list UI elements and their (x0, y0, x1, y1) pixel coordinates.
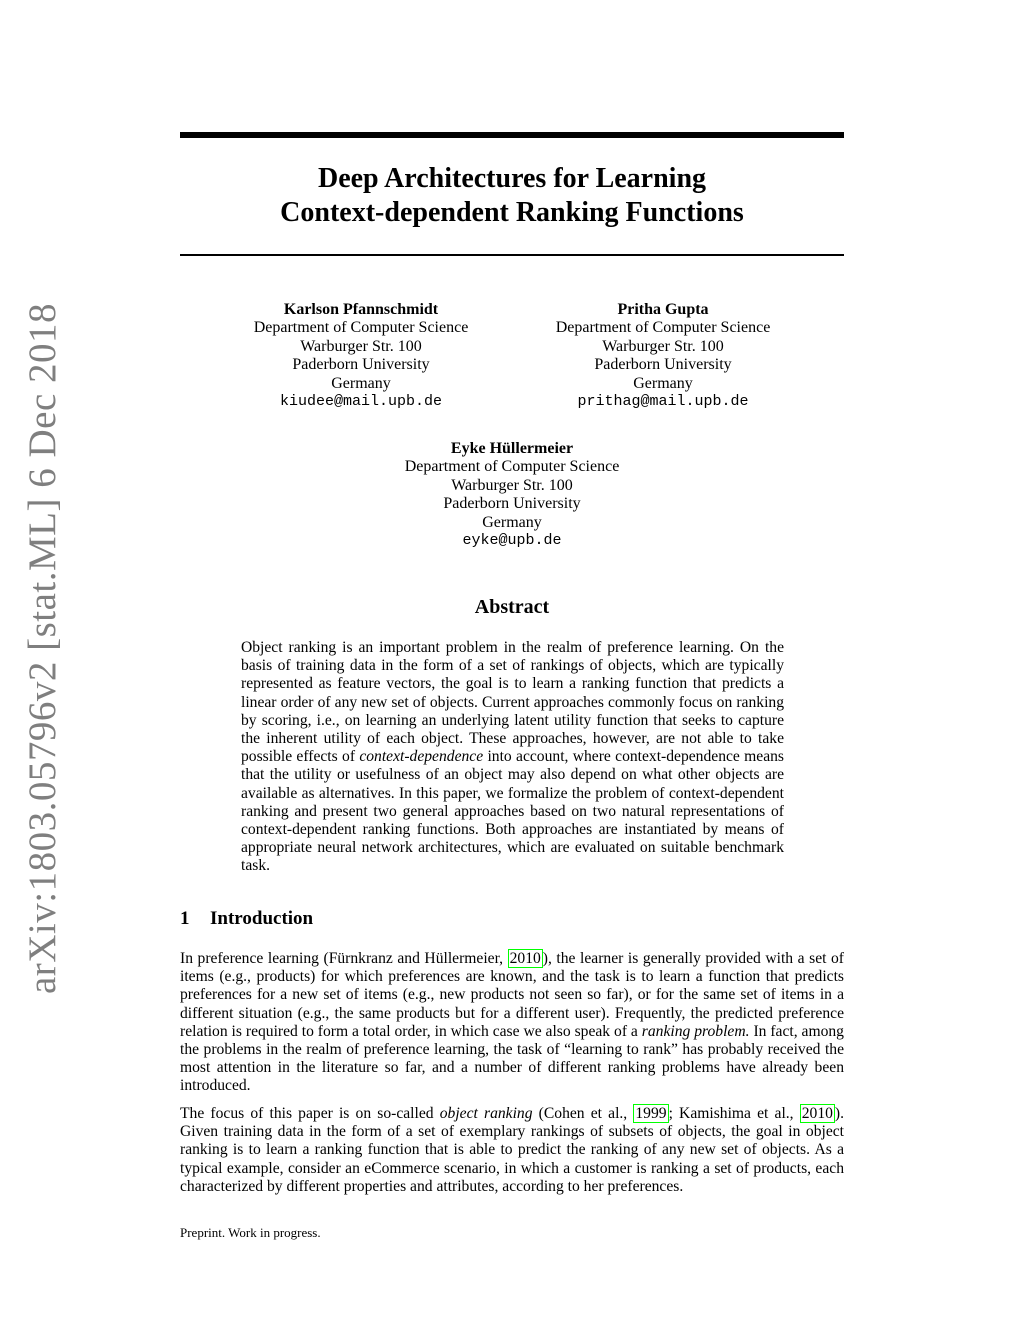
arxiv-identifier-text: arXiv:1803.05796v2 [stat.ML] 6 Dec 2018 (21, 302, 65, 994)
section-number: 1 (180, 908, 190, 929)
author-university: Paderborn University (443, 495, 581, 513)
paragraph-text: The focus of this paper is on so-called (180, 1105, 440, 1122)
citation-link[interactable]: 2010 (509, 950, 541, 967)
author-country: Germany (633, 374, 693, 392)
section-title: Introduction (210, 908, 314, 929)
author-block-2 (513, 301, 813, 411)
paragraph-text: In preference learning (Fürnkranz and Hüllermeier, (180, 950, 508, 967)
author-street: Warburger Str. 100 (602, 337, 724, 355)
citation-link[interactable]: 2010 (801, 1105, 833, 1122)
author-department: Department of Computer Science (253, 319, 469, 337)
author-country: Germany (331, 374, 391, 392)
title-bottom-rule (180, 254, 844, 256)
abstract-emphasis: context-dependence (359, 748, 484, 766)
paper-title-line-1: Deep Architectures for Learning (317, 163, 707, 194)
paragraph-text: ). Given training data in the form of a set of exemplary rankings of subsets of objects, the goal in object ranking is to learn a ranking function that is able to predict the ranking of any new set of objects. As a typical example, consider an eCommerce scenario, in which a customer is ranking a set of products, each characterized by different properties and attributes, according to her preferences. (180, 1105, 845, 1195)
abstract-text-part-2: into account, where context-dependence means that the utility or usefulness of an object may also depend on what other objects are available as alternatives. In this paper, we formalize the problem of context-dependent ranking and present two general approaches based on two natural representations of context-dependent ranking functions. Both approaches are instantiated by means of appropriate neural network architectures, which are evaluated on suitable benchmark task. (241, 748, 784, 875)
paragraph-text: In fact, among the problems in the realm of preference learning, the task of “learning to rank” has probably received the most attention in the literature so far, and a number of different ranking problems have already been introduced. (180, 1022, 844, 1095)
paper-title-line-2: Context-dependent Ranking Functions (280, 197, 744, 228)
author-name: Karlson Pfannschmidt (283, 301, 439, 318)
arxiv-identifier-stamp (14, 302, 72, 994)
paragraph-text: ; Kamishima et al., (668, 1105, 800, 1122)
author-country: Germany (482, 513, 542, 531)
paragraph-text: ), the learner is generally provided with a set of items (e.g., products) for which preferences are known, and the task is to learn a function that predicts preferences for a new set of items (e.g., new products not seen so far), or for the same set of items in a different situation (e.g., the same products but for a different user). Frequently, the predicted preference relation is required to form a total order, in which case we also speak of a (180, 950, 844, 1040)
author-university: Paderborn University (292, 356, 430, 374)
section-heading-introduction (180, 908, 313, 930)
paragraph-emphasis: ranking problem. (641, 1022, 750, 1040)
author-email-link[interactable]: eyke@upb.de (462, 532, 562, 550)
author-email-link[interactable]: kiudee@mail.upb.de (279, 393, 443, 411)
citation-link[interactable]: 1999 (635, 1105, 667, 1122)
abstract-text (241, 639, 784, 876)
author-department: Department of Computer Science (404, 458, 620, 476)
intro-paragraph-1 (180, 950, 844, 1096)
author-street: Warburger Str. 100 (300, 337, 422, 355)
intro-paragraph-2 (180, 1105, 844, 1196)
author-street: Warburger Str. 100 (451, 476, 573, 494)
abstract-heading: Abstract (474, 596, 550, 618)
abstract-text-part-1: Object ranking is an important problem in the realm of preference learning. On the basis of training data in the form of a set of rankings of objects, which are typically represented as feature vectors, the goal is to learn a ranking function that predicts a linear order of any new set of objects. Current approaches commonly focus on ranking by scoring, i.e., on learning an underlying latent utility function that seeks to capture the inherent utility of each object. These approaches, however, are not able to take possible effects of (241, 639, 784, 766)
author-university: Paderborn University (594, 356, 732, 374)
paragraph-text: (Cohen et al., (532, 1105, 634, 1122)
title-top-rule (180, 132, 844, 138)
author-name: Eyke Hüllermeier (450, 440, 574, 457)
author-email-link[interactable]: prithag@mail.upb.de (577, 393, 749, 411)
author-block-1 (211, 301, 511, 411)
paragraph-emphasis: object ranking (439, 1105, 533, 1122)
author-block-3 (362, 440, 662, 550)
paper-title (180, 162, 844, 230)
footer-note: Preprint. Work in progress. (180, 1225, 321, 1240)
author-department: Department of Computer Science (555, 319, 771, 337)
author-name: Pritha Gupta (617, 301, 709, 318)
